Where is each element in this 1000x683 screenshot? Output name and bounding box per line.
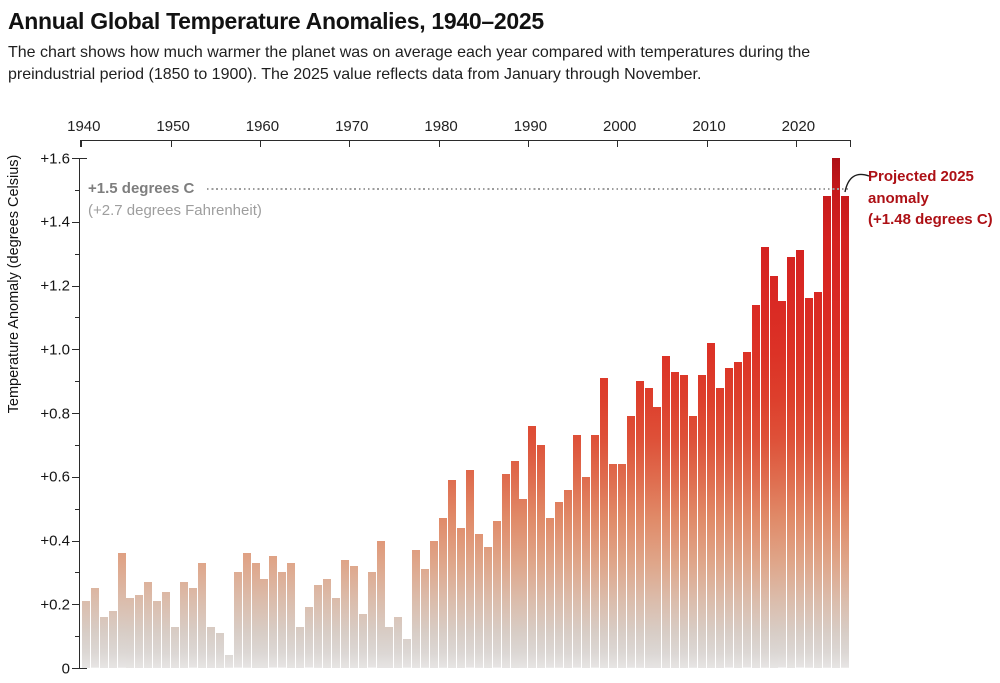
temperature-bar-1983 [466, 470, 474, 668]
temperature-bar-1940 [82, 601, 90, 668]
temperature-bar-2020 [796, 250, 804, 668]
y-minor-tick [75, 445, 80, 446]
temperature-bar-1966 [314, 585, 322, 668]
temperature-bar-2012 [725, 368, 733, 668]
x-tick-label-1960: 1960 [245, 118, 280, 135]
temperature-bar-2023 [823, 196, 831, 668]
y-tick-label-+1.4: +1.4 [40, 213, 70, 231]
temperature-bar-1989 [519, 499, 527, 668]
chart-title: Annual Global Temperature Anomalies, 1940–2025 [8, 8, 544, 34]
temperature-bar-1972 [368, 572, 376, 668]
x-tick-1990 [528, 140, 529, 147]
temperature-bar-1996 [582, 477, 590, 668]
temperature-bar-1953 [198, 563, 206, 668]
projection-annotation-line2: anomaly [868, 189, 929, 207]
x-tick-1960 [260, 140, 261, 147]
y-minor-tick [75, 254, 80, 255]
x-tick-label-1970: 1970 [335, 118, 369, 135]
projection-annotation-line1: Projected 2025 [868, 168, 974, 185]
y-tick-+0.2 [72, 604, 80, 605]
temperature-bar-1942 [100, 617, 108, 668]
temperature-bar-2001 [627, 416, 635, 668]
x-axis-end-tick-right [850, 140, 851, 147]
temperature-bar-1978 [421, 569, 429, 668]
connector-arrow-icon [838, 166, 872, 198]
x-tick-1970 [349, 140, 350, 147]
projection-annotation-line3: (+1.48 degrees C) [868, 211, 993, 228]
temperature-bar-2017 [770, 276, 778, 668]
temperature-bar-1970 [350, 566, 358, 668]
x-tick-label-2010: 2010 [692, 118, 726, 135]
y-axis-bottom-cap [79, 668, 87, 669]
y-tick-label-+0.4: +0.4 [40, 532, 70, 550]
temperature-bar-2025 [841, 196, 849, 668]
temperature-bar-1986 [493, 521, 501, 668]
temperature-bar-1988 [511, 461, 519, 668]
temperature-bar-1947 [144, 582, 152, 668]
x-axis-line [80, 140, 851, 141]
x-tick-2000 [617, 140, 618, 147]
temperature-bar-1965 [305, 607, 313, 668]
temperature-bar-2018 [778, 301, 786, 668]
y-minor-tick [75, 317, 80, 318]
temperature-bar-1952 [189, 588, 197, 668]
temperature-bar-1984 [475, 534, 483, 668]
temperature-bar-2019 [787, 257, 795, 668]
temperature-bar-1991 [537, 445, 545, 668]
threshold-dotted-line [207, 188, 851, 190]
x-tick-label-1990: 1990 [513, 118, 548, 135]
temperature-bar-1982 [457, 528, 465, 668]
x-tick-label-1940: 1940 [67, 118, 101, 135]
temperature-bar-2015 [752, 305, 760, 668]
temperature-bar-1995 [573, 435, 581, 668]
threshold-sublabel: (+2.7 degrees Fahrenheit) [88, 202, 262, 219]
temperature-bar-1946 [135, 595, 143, 668]
temperature-bar-1969 [341, 560, 349, 668]
y-tick-label-+0.8: +0.8 [40, 405, 70, 422]
y-tick-label-+0.6: +0.6 [40, 468, 70, 486]
temperature-bar-1985 [484, 547, 492, 668]
temperature-bar-1990 [528, 426, 536, 668]
temperature-bar-1987 [502, 474, 510, 668]
temperature-bar-1979 [430, 541, 438, 669]
temperature-bar-1968 [332, 598, 340, 668]
temperature-bar-1992 [546, 518, 554, 668]
temperature-bar-2002 [636, 381, 644, 668]
temperature-bar-1998 [600, 378, 608, 668]
x-tick-1940 [81, 140, 82, 147]
y-axis-title: Temperature Anomaly (degrees Celsius) [6, 154, 22, 414]
x-tick-2010 [707, 140, 708, 147]
temperature-bar-1977 [412, 550, 420, 668]
temperature-bar-2007 [680, 375, 688, 668]
chart-subtitle-line2: preindustrial period (1850 to 1900). The 2025 value reflects data from January through November. [8, 66, 702, 83]
y-tick-label-+0.2: +0.2 [40, 596, 70, 614]
temperature-bar-1974 [385, 627, 393, 668]
temperature-bar-1964 [296, 627, 304, 668]
temperature-bar-1951 [180, 582, 188, 668]
temperature-bar-1971 [359, 614, 367, 668]
threshold-label: +1.5 degrees C [88, 180, 195, 197]
y-tick-label-+1.6: +1.6 [40, 150, 70, 167]
temperature-bar-1949 [162, 592, 170, 669]
y-tick-label-+1.2: +1.2 [40, 277, 70, 295]
temperature-bar-1976 [403, 639, 411, 668]
temperature-bar-2022 [814, 292, 822, 668]
y-axis-top-cap [79, 158, 87, 159]
temperature-bar-1955 [216, 633, 224, 668]
y-minor-tick [75, 572, 80, 573]
temperature-bar-1958 [243, 553, 251, 668]
y-minor-tick [75, 381, 80, 382]
temperature-bar-2006 [671, 372, 679, 668]
temperature-bar-2016 [761, 247, 769, 668]
temperature-bar-1957 [234, 572, 242, 668]
temperature-bar-2013 [734, 362, 742, 668]
y-minor-tick [75, 190, 80, 191]
temperature-bar-1997 [591, 435, 599, 668]
x-tick-label-2000: 2000 [603, 118, 637, 135]
x-tick-label-1980: 1980 [424, 118, 458, 135]
y-tick-+1.2 [72, 286, 80, 287]
temperature-bar-1956 [225, 655, 233, 668]
temperature-bar-1993 [555, 502, 563, 668]
y-tick-+0.6 [72, 477, 80, 478]
y-tick-label-0: 0 [61, 660, 70, 677]
temperature-bar-1945 [126, 598, 134, 668]
temperature-bar-1961 [269, 556, 277, 668]
x-tick-2020 [796, 140, 797, 147]
x-tick-label-2020: 2020 [781, 118, 816, 135]
temperature-bar-1975 [394, 617, 402, 668]
y-tick-+1.6 [72, 158, 80, 159]
temperature-bar-2003 [645, 388, 653, 669]
temperature-bar-2008 [689, 416, 697, 668]
x-tick-label-1950: 1950 [156, 118, 190, 135]
temperature-bar-1999 [609, 464, 617, 668]
x-tick-1980 [439, 140, 440, 147]
y-tick-+0.8 [72, 413, 80, 414]
temperature-bar-1994 [564, 490, 572, 669]
y-tick-+0.4 [72, 541, 80, 542]
temperature-bar-1959 [252, 563, 260, 668]
temperature-bar-1980 [439, 518, 447, 668]
temperature-bar-2014 [743, 352, 751, 668]
temperature-bar-1962 [278, 572, 286, 668]
y-tick-0 [72, 668, 80, 669]
temperature-bar-1960 [260, 579, 268, 668]
temperature-bar-1973 [377, 541, 385, 669]
temperature-bar-2004 [653, 407, 661, 668]
temperature-bar-2011 [716, 388, 724, 669]
temperature-bar-1948 [153, 601, 161, 668]
y-tick-+1.0 [72, 349, 80, 350]
y-tick-label-+1.0: +1.0 [40, 341, 70, 359]
temperature-bar-1941 [91, 588, 99, 668]
temperature-bar-2024 [832, 158, 840, 668]
temperature-bar-2021 [805, 298, 813, 668]
x-tick-1950 [171, 140, 172, 147]
temperature-bar-2005 [662, 356, 670, 668]
chart-subtitle-line1: The chart shows how much warmer the planet was on average each year compared with temperatures during the [8, 44, 811, 61]
y-tick-+1.4 [72, 222, 80, 223]
y-minor-tick [75, 636, 80, 637]
temperature-bar-1950 [171, 627, 179, 668]
temperature-bar-2000 [618, 464, 626, 668]
temperature-bar-1963 [287, 563, 295, 668]
temperature-bar-1981 [448, 480, 456, 668]
temperature-bar-1967 [323, 579, 331, 668]
temperature-bar-1943 [109, 611, 117, 668]
temperature-bar-2010 [707, 343, 715, 668]
y-minor-tick [75, 509, 80, 510]
temperature-bar-1944 [118, 553, 126, 668]
temperature-bar-2009 [698, 375, 706, 668]
temperature-bar-1954 [207, 627, 215, 668]
projection-annotation [868, 166, 993, 231]
